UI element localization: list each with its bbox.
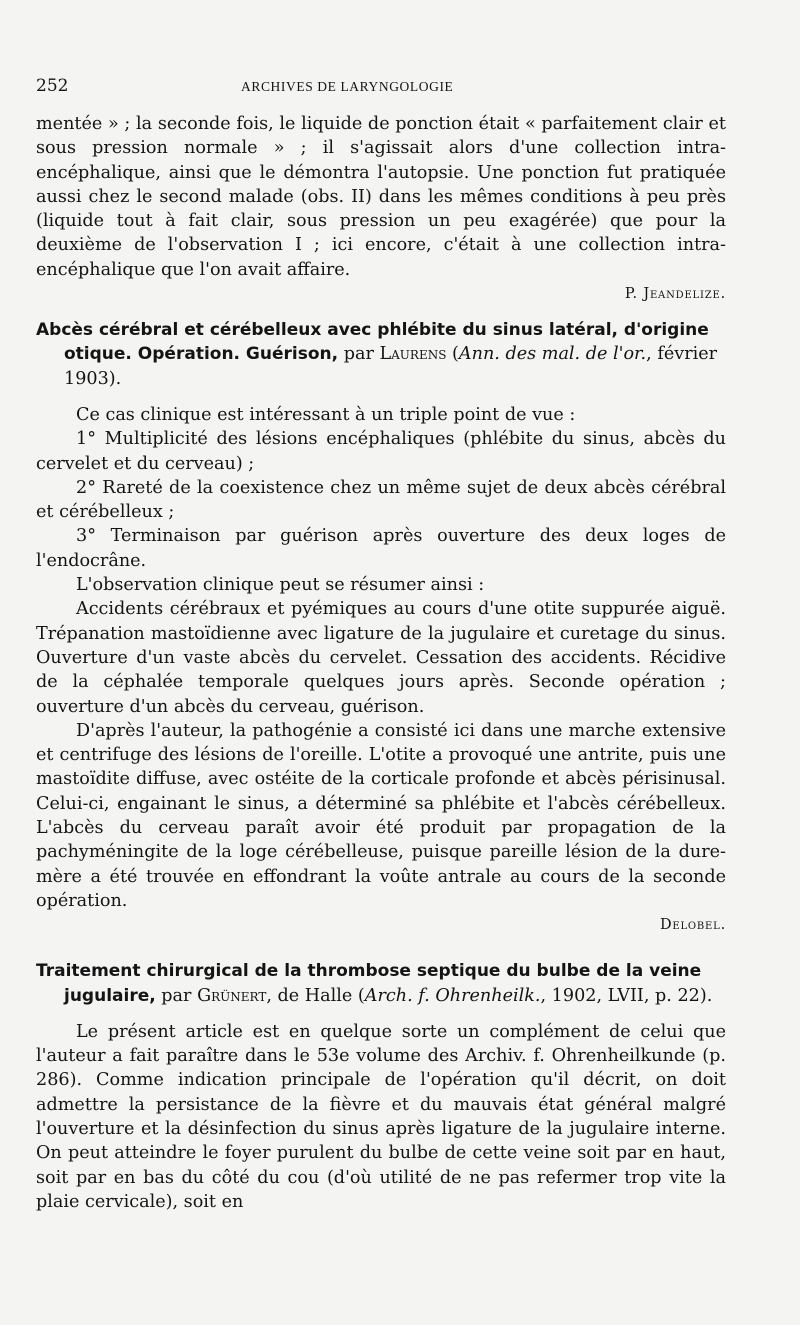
- signature-delobel: Delobel.: [659, 917, 726, 934]
- paragraph: 3° Terminaison par guérison après ouverture des deux loges de l'endocrâne.: [36, 526, 726, 571]
- signature-jeandelize: P. Jeandelize.: [624, 286, 726, 303]
- article-title-traitement: Traitement chirurgical de la thrombose septique du bulbe de la veine jugulaire, par Grünert, de Halle (Arch. f. Ohrenheilk., 1902, LVII, p. 22).: [36, 961, 713, 1006]
- article-source: Arch. f. Ohrenheilk.: [364, 985, 541, 1006]
- paragraph: 2° Rareté de la coexistence chez un même sujet de deux abcès cérébral et cérébelleux ;: [36, 477, 726, 523]
- running-title: ARCHIVES DE LARYNGOLOGIE: [241, 79, 454, 94]
- article-author: Grünert: [197, 985, 267, 1006]
- article-date: , 1902, LVII, p. 22).: [540, 985, 713, 1006]
- article-source: Ann. des mal. de l'or.: [458, 344, 647, 365]
- paragraph: 1° Multiplicité des lésions encéphaliques (phlébite du sinus, abcès du cervelet et du cerveau) ;: [36, 429, 726, 474]
- paragraph: Le présent article est en quelque sorte un complément de celui que l'auteur a fait paraître dans le 53e volume des Archiv. f. Ohrenheilkunde (p. 286). Comme indication principale de l'opération qu'il décrit, on doit admettre la persistance de la fièvre et du mauvais état général malgré l'ouverture et la désinfection du sinus après ligature de la jugulaire interne. On peut atteindre le foyer purulent du bulbe de cette veine soit par en haut, soit par en bas du côté du cou (d'où utilité de ne pas refermer trop vite la plaie cervicale), soit en: [36, 1021, 726, 1212]
- paragraph: L'observation clinique peut se résumer ainsi :: [76, 575, 485, 596]
- intro-paragraph: mentée » ; la seconde fois, le liquide de ponction était « parfaitement clair et sous pression normale » ; il s'agissait alors d'une collection intra-encéphalique, ainsi que le démontra l'autopsie. Une ponction fut pratiquée aussi chez le second malade (obs. II) dans les mêmes conditions à peu près (liquide tout à fait clair, sous pression un peu exagérée) que pour la deuxième de l'observation I ; ici encore, c'était à une collection intra-encéphalique que l'on avait affaire.: [36, 114, 726, 280]
- paragraph: D'après l'auteur, la pathogénie a consisté ici dans une marche extensive et centrifuge des lésions de l'oreille. L'otite a provoqué une antrite, puis une mastoïdite diffuse, avec ostéite de la corticale profonde et abcès périsinusal. Celui-ci, engainant le sinus, a déterminé sa phlébite et l'abcès cérébelleux. L'abcès du cerveau paraît avoir été produit par propagation de la pachyméningite de la loge cérébelleuse, puisque pareille lésion de la dure-mère a été trouvée en effondrant la voûte antrale au cours de la seconde opération.: [36, 720, 726, 911]
- article-title-text: Abcès cérébral et cérébelleux avec phlébite du sinus latéral, d'origine otique. Opération. Guérison,: [36, 320, 709, 365]
- page-number: 252: [36, 76, 69, 96]
- article-title-abces: Abcès cérébral et cérébelleux avec phlébite du sinus latéral, d'origine otique. Opération. Guérison, par Laurens (Ann. des mal. de l'or., février 1903).: [36, 320, 718, 389]
- article-author: Laurens: [379, 344, 447, 365]
- article-title-text: Traitement chirurgical de la thrombose septique du bulbe de la veine jugulaire,: [36, 961, 702, 1006]
- page-header: [36, 76, 726, 104]
- article-date: , février 1903).: [64, 344, 718, 389]
- paragraph: Ce cas clinique est intéressant à un triple point de vue :: [76, 404, 576, 425]
- paragraph: Accidents cérébraux et pyémiques au cours d'une otite suppurée aiguë. Trépanation mastoïdienne avec ligature de la jugulaire et curetage du sinus. Ouverture d'un vaste abcès du cervelet. Cessation des accidents. Récidive de la céphalée temporale quelques jours après. Seconde opération ; ouverture d'un abcès du cerveau, guérison.: [36, 599, 726, 717]
